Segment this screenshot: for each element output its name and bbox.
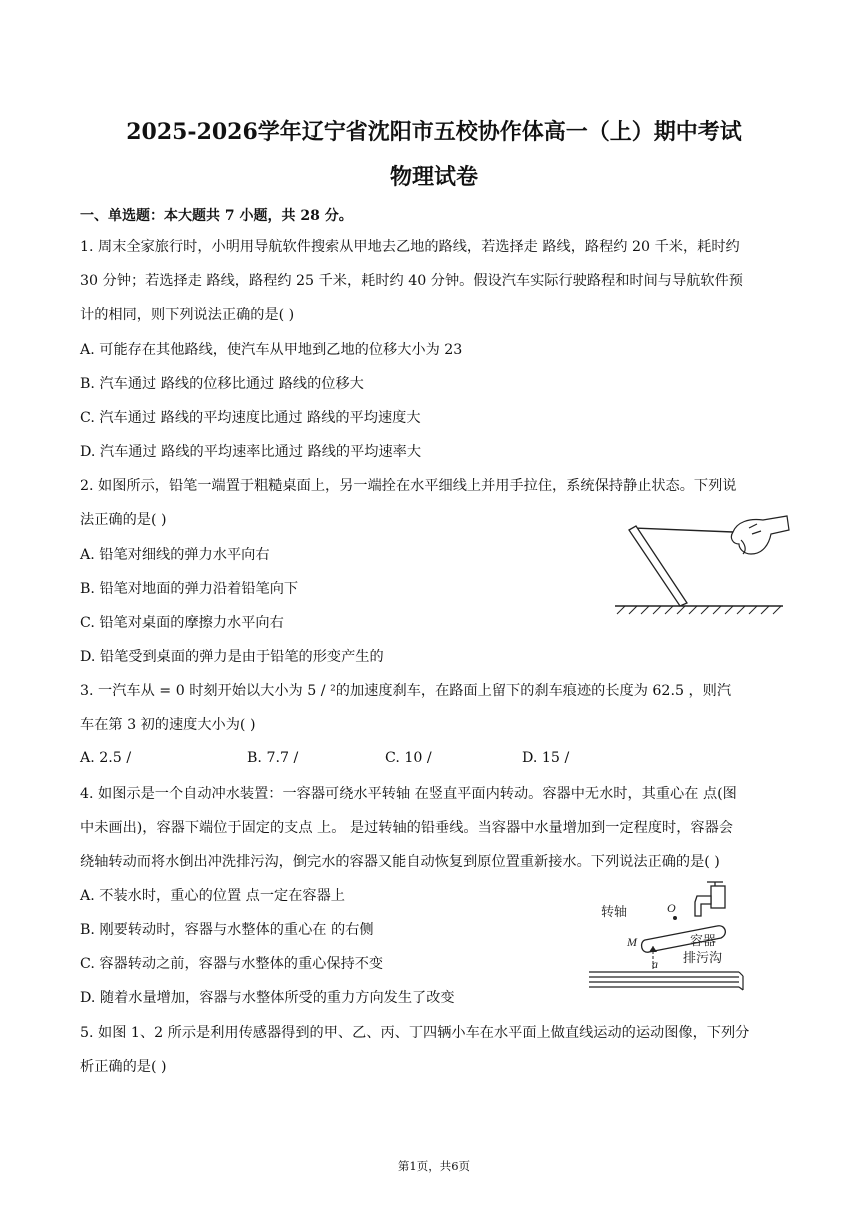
q3-option-b: B. 7.7 / bbox=[247, 750, 299, 766]
ditch-slab bbox=[589, 972, 743, 990]
q4-stem-line: 绕轴转动而将水倒出冲洗排污沟，倒完水的容器又能自动恢复到原位置重新接水。下列说法正确的是( ) bbox=[80, 854, 720, 870]
q1-stem-line: 计的相同，则下列说法正确的是( ) bbox=[80, 307, 295, 323]
q4-option-b: B. 刚要转动时，容器与水整体的重心在 的右侧 bbox=[80, 922, 374, 938]
exam-title: 2025-2026学年辽宁省沈阳市五校协作体高一（上）期中考试 bbox=[126, 119, 742, 145]
q1-option-b: B. 汽车通过 路线的位移比通过 路线的位移大 bbox=[80, 376, 364, 392]
faucet-icon bbox=[695, 882, 725, 916]
q2-option-a: A. 铅笔对细线的弹力水平向右 bbox=[80, 547, 270, 563]
q2-option-c: C. 铅笔对桌面的摩擦力水平向右 bbox=[80, 615, 284, 631]
q3-stem-line: 车在第 3 初的速度大小为( ) bbox=[80, 717, 256, 733]
q2-option-d: D. 铅笔受到桌面的弹力是由于铅笔的形变产生的 bbox=[80, 649, 384, 665]
q2-stem-line: 2. 如图所示，铅笔一端置于粗糙桌面上，另一端拴在水平细线上并用手拉住，系统保持静止状态。下列说 bbox=[80, 478, 737, 494]
q5-stem-line: 析正确的是( ) bbox=[80, 1059, 167, 1075]
ditch-label: 排污沟 bbox=[683, 950, 723, 965]
q1-stem-line: 1. 周末全家旅行时，小明用导航软件搜索从甲地去乙地的路线，若选择走 路线，路程约 20 千米，耗时约 bbox=[80, 239, 740, 255]
q1-option-a: A. 可能存在其他路线，使汽车从甲地到乙地的位移大小为 23 bbox=[80, 342, 463, 358]
pivot-point bbox=[673, 916, 677, 920]
q3-option-d: D. 15 / bbox=[522, 750, 570, 766]
point-m-label: M bbox=[627, 935, 637, 949]
q3-option-c: C. 10 / bbox=[385, 750, 432, 766]
q3-stem-line: 3. 一汽车从 = 0 时刻开始以大小为 5 / ²的加速度刹车，在路面上留下的刹车痕迹的长度为 62.5 ，则汽 bbox=[80, 683, 732, 699]
q5-stem-line: 5. 如图 1、2 所示是利用传感器得到的甲、乙、丙、丁四辆小车在水平面上做直线运动的运动图像，下列分 bbox=[80, 1025, 750, 1041]
page-footer: 第1页，共6页 bbox=[397, 1159, 471, 1173]
q1-option-c: C. 汽车通过 路线的平均速度比通过 路线的平均速度大 bbox=[80, 410, 421, 426]
q4-stem-line: 中未画出)，容器下端位于固定的支点 上。 是过转轴的铅垂线。当容器中水量增加到一定程度时，容器会 bbox=[80, 820, 733, 836]
exam-subtitle: 物理试卷 bbox=[389, 164, 478, 190]
line-a-label: a bbox=[652, 957, 658, 971]
container-label: 容器 bbox=[690, 933, 717, 948]
q4-stem-line: 4. 如图示是一个自动冲水装置：一容器可绕水平转轴 在竖直平面内转动。容器中无水时，其重心在 点(图 bbox=[80, 786, 737, 802]
q1-option-d: D. 汽车通过 路线的平均速率比通过 路线的平均速率大 bbox=[80, 444, 422, 460]
q3-option-a: A. 2.5 / bbox=[80, 750, 132, 766]
string-line bbox=[633, 528, 733, 532]
hand-icon bbox=[731, 516, 789, 554]
axis-label: 转轴 bbox=[601, 904, 628, 919]
section-heading: 一、单选题：本大题共 7 小题，共 28 分。 bbox=[80, 208, 353, 224]
pencil bbox=[629, 526, 687, 606]
q4-option-d: D. 随着水量增加，容器与水整体所受的重力方向发生了改变 bbox=[80, 990, 455, 1006]
q4-option-c: C. 容器转动之前，容器与水整体的重心保持不变 bbox=[80, 956, 384, 972]
q2-stem-line: 法正确的是( ) bbox=[80, 512, 167, 528]
point-o-label: O bbox=[667, 901, 676, 915]
q4-option-a: A. 不装水时，重心的位置 点一定在容器上 bbox=[80, 888, 345, 904]
ground-hatching bbox=[617, 606, 781, 614]
flush-device-figure bbox=[583, 876, 753, 1001]
q2-option-b: B. 铅笔对地面的弹力沿着铅笔向下 bbox=[80, 581, 299, 597]
pencil-figure bbox=[605, 510, 795, 620]
q1-stem-line: 30 分钟；若选择走 路线，路程约 25 千米，耗时约 40 分钟。假设汽车实际行驶路程和时间与导航软件预 bbox=[80, 273, 743, 289]
